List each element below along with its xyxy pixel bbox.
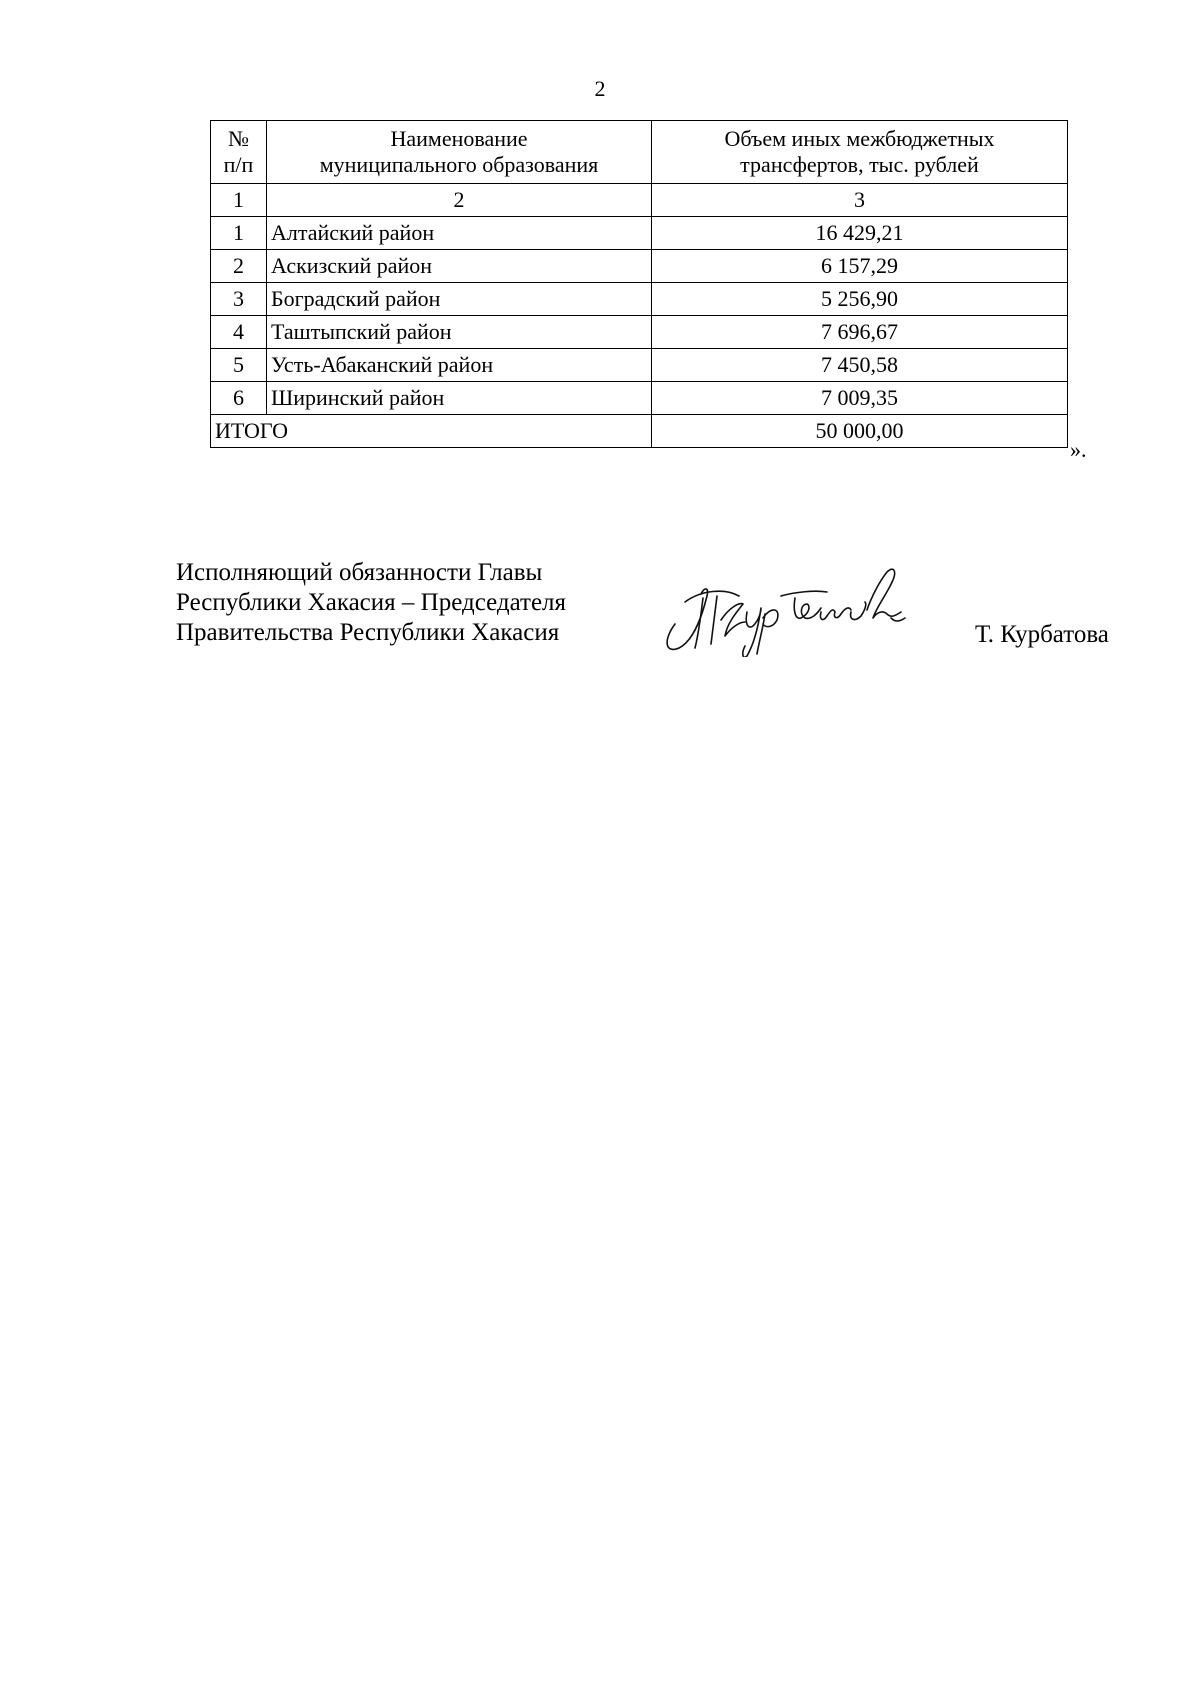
row-name: Алтайский район [267, 217, 652, 250]
total-amount: 50 000,00 [652, 415, 1068, 448]
row-num: 1 [211, 217, 267, 250]
table-row [211, 217, 1068, 250]
column-number: 3 [652, 184, 1068, 217]
row-amount: 16 429,21 [652, 217, 1068, 250]
row-name: Усть-Абаканский район [267, 349, 652, 382]
header-amount-line2: трансфертов, тыс. рублей [740, 152, 979, 177]
total-row [211, 415, 1068, 448]
row-name: Боградский район [267, 283, 652, 316]
row-num: 2 [211, 250, 267, 283]
table-row [211, 316, 1068, 349]
page-number: 2 [594, 76, 606, 101]
header-name-line1: Наименование [390, 126, 528, 151]
row-amount: 7 009,35 [652, 382, 1068, 415]
header-amount [652, 121, 1068, 184]
table-row [211, 250, 1068, 283]
row-num: 4 [211, 316, 267, 349]
row-amount: 6 157,29 [652, 250, 1068, 283]
header-num [211, 121, 267, 184]
signatory-line: Исполняющий обязанности Главы [176, 559, 543, 586]
row-name: Таштыпский район [267, 316, 652, 349]
handwritten-signature [655, 562, 915, 657]
row-num: 3 [211, 283, 267, 316]
signatory-title [176, 558, 566, 648]
signer-name: Т. Курбатова [975, 621, 1109, 648]
row-num: 6 [211, 382, 267, 415]
table-row [211, 349, 1068, 382]
row-name: Ширинский район [267, 382, 652, 415]
row-amount: 7 450,58 [652, 349, 1068, 382]
table-row [211, 283, 1068, 316]
signatory-line: Республики Хакасия – Председателя [176, 589, 567, 616]
row-name: Аскизский район [267, 250, 652, 283]
row-amount: 5 256,90 [652, 283, 1068, 316]
signatory-line: Правительства Республики Хакасия [176, 619, 560, 646]
row-num: 5 [211, 349, 267, 382]
header-amount-line1: Объем иных межбюджетных [724, 126, 995, 151]
column-number: 2 [267, 184, 652, 217]
total-label: ИТОГО [211, 415, 652, 448]
table-header-row [211, 121, 1068, 184]
row-amount: 7 696,67 [652, 316, 1068, 349]
column-number: 1 [211, 184, 267, 217]
table-row [211, 382, 1068, 415]
transfers-table [210, 120, 1068, 448]
header-num-line2: п/п [223, 152, 254, 177]
header-name-line2: муниципального образования [319, 152, 599, 177]
header-num-line1: № [228, 126, 249, 151]
header-name [267, 121, 652, 184]
column-number-row [211, 184, 1068, 217]
closing-quote: ». [1070, 437, 1087, 462]
